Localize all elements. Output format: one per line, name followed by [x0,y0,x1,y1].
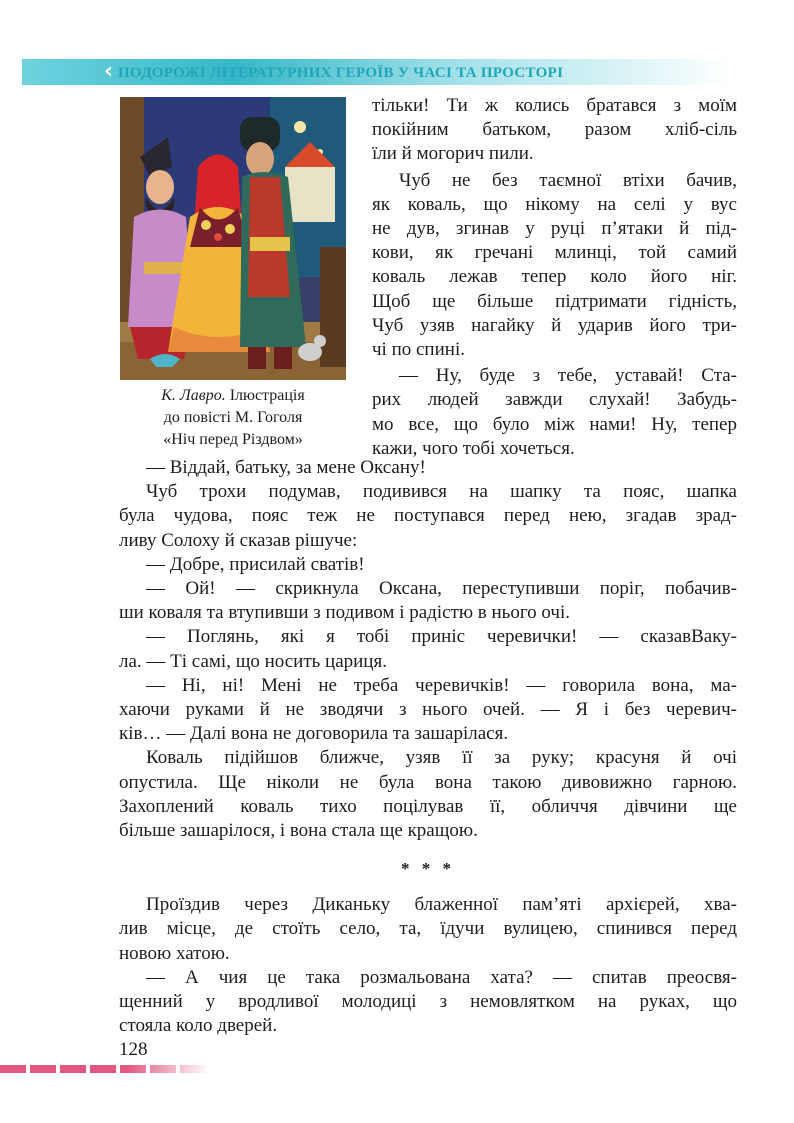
text-line: покійним батьком, разом хліб-сіль [372,119,737,141]
text-line: ків… — Далі вона не договорила та зашарілася. [119,723,509,745]
section-separator: * * * [401,859,455,879]
text-line: щенний у вродливої молодиці з немовлятком на руках, що [119,991,737,1013]
text-line: рих людей завжди слухай! Забудь- [372,389,737,411]
text-line: не дув, згинав у руці п’ятаки й під- [372,218,737,240]
text-line: — Поглянь, які я тобі приніс черевички! — сказавВаку- [146,626,737,648]
text-line: — Ну, буде з тебе, уставай! Ста- [399,365,737,387]
paragraph [119,625,737,673]
running-header-title: ПОДОРОЖІ ЛІТЕРАТУРНИХ ГЕРОЇВ У ЧАСІ ТА ПРОСТОРІ [118,65,564,81]
text-line: ливу Солоху й сказав рішуче: [119,529,358,551]
text-line: тільки! Ти ж колись братався з моїм [372,95,737,116]
caption-text-2: до повісті М. Гоголя [163,409,303,426]
text-line: мо все, що було між нами! Ну, тепер [372,413,737,435]
text-line: — Віддай, батьку, за мене Оксану! [146,457,426,478]
chevron-left-icon: ‹ [104,59,114,84]
caption-text-1: Ілюстрація [225,387,305,404]
text-line: Чуб не без таємної втіхи бачив, [399,169,737,191]
text-line: Щоб ще більше підтримати гідність, [372,290,737,312]
paragraph [372,364,737,461]
text-line: чі по спині. [372,339,465,361]
caption-author: К. Лавро. [161,387,226,404]
footer-decoration [0,1065,210,1073]
paragraph [119,966,737,1039]
text-line: хаючи руками й не зводячи з нього очей. — Я і без черевич- [119,699,737,721]
text-line: ла. — Ті самі, що носить цариця. [119,650,387,672]
text-line: ши коваля та втупивши з подивом і радістю в нього очі. [119,602,570,624]
caption-text-3: «Ніч перед Різдвом» [163,431,303,448]
paragraph [372,94,737,167]
paragraph [119,553,737,577]
paragraph [119,456,737,480]
text-line: Чуб трохи подумав, подивився на шапку та пояс, шапка [146,481,737,503]
text-line: кажи, чого тобі хочеться. [372,437,575,459]
text-line: опустила. Ще ніколи не була вона такою дивовижно гарною. [119,771,737,793]
text-line: — Добре, присилай сватів! [146,553,365,575]
text-line: як коваль, що нікому на селі у вус [372,193,737,215]
text-line: — Ні, ні! Мені не треба черевичків! — говорила вона, ма- [146,674,737,696]
text-line: Коваль підійшов ближче, узяв її за руку; красуня й очі [146,747,737,769]
text-line: Захоплений коваль тихо поцілував її, обличчя дівчини ще [119,795,737,817]
main-text [119,456,737,1038]
text-line: Проїздив через Диканьку блаженної пам’яті архієрей, хва- [146,894,737,916]
text-line: стояла коло дверей. [119,1015,278,1037]
paragraph [119,577,737,625]
paragraph [119,893,737,966]
paragraph [119,674,737,747]
paragraph [119,480,737,553]
page-number: 128 [119,1039,148,1060]
text-line: кови, як гречані млинці, той самий [372,242,737,264]
illustration-caption [120,385,346,451]
text-line: — Ой! — скрикнула Оксана, переступивши поріг, побачив- [146,578,737,600]
right-column-text [372,94,737,461]
paragraph [119,746,737,843]
text-line: лив місце, де стоїть село, та, їдучи вулицею, спинився перед [119,918,737,940]
text-line: — А чия це така розмальована хата? — спитав преосвя- [146,966,737,988]
text-line: більше зашарілося, і вона стала ще кращою. [119,820,478,842]
text-line: Чуб узяв нагайку й ударив його три- [372,314,737,336]
text-line: їли й могорич пили. [372,143,534,165]
text-line: була чудова, пояс теж не поступався перед нею, згадав зрад- [119,505,737,527]
text-line: коваль лежав тепер коло його ніг. [372,266,737,288]
paragraph [372,169,737,363]
illustration-image [120,97,346,380]
text-line: новою хатою. [119,942,230,964]
